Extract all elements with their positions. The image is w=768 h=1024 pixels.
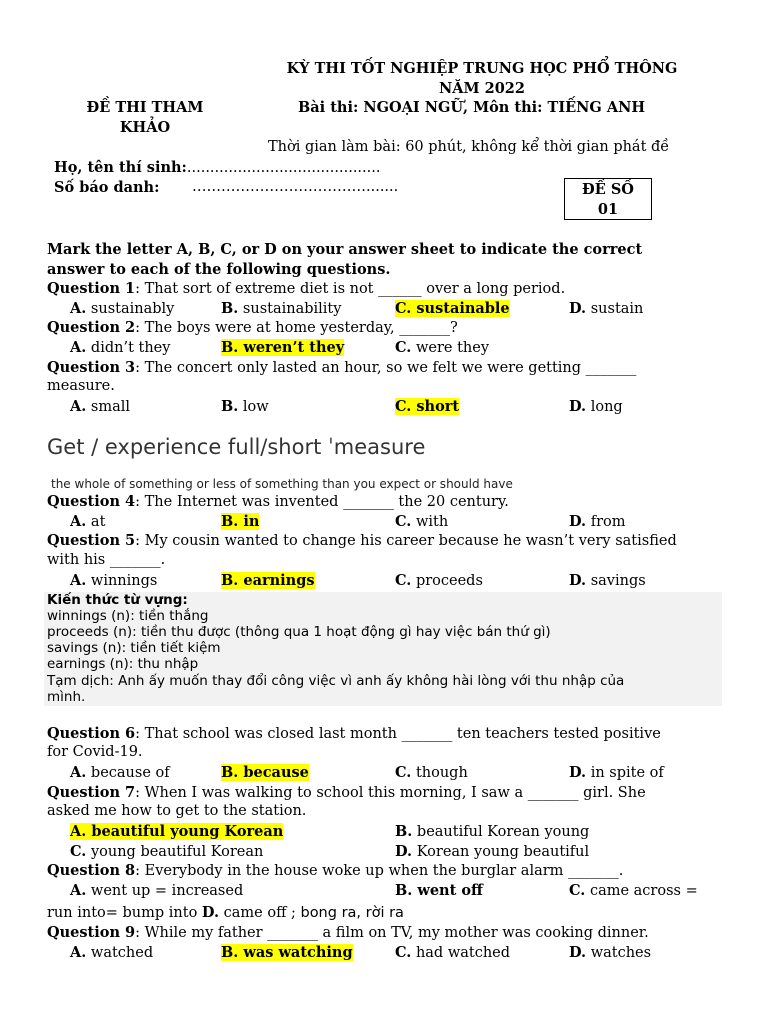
q9-option-d <box>569 944 651 961</box>
q3-option-b <box>221 398 269 415</box>
subject-line: Bài thi: NGOẠI NGỮ, Môn thi: TIẾNG ANH <box>298 99 646 116</box>
idiom-definition: the whole of something or less of something than you expect or should have <box>51 477 513 491</box>
question-4-text: : The Internet was invented _______ the 20 century. <box>135 494 509 510</box>
question-6-text-cont: for Covid-19. <box>47 744 143 760</box>
question-5-text: : My cousin wanted to change his career because he wasn’t very satisfied <box>135 533 677 549</box>
vocab-line: proceeds (n): tiền thu được (thông qua 1 hoạt động gì hay việc bán thứ gì) <box>47 624 551 640</box>
candidate-id-label: Số báo danh: <box>54 179 160 196</box>
candidate-name-label: Họ, tên thí sinh: <box>54 159 187 176</box>
q4-option-c <box>395 513 448 530</box>
time-line: Thời gian làm bài: 60 phút, không kể thời gian phát đề <box>268 139 670 155</box>
question-9-label: Question 9 <box>47 924 136 941</box>
option-key: A. <box>70 882 87 899</box>
option-key: A. <box>70 300 87 317</box>
vocab-translation: Tạm dịch: Anh ấy muốn thay đổi công việc vì anh ấy không hài lòng với thu nhập của <box>47 673 625 689</box>
option-text: sustainably <box>86 301 175 317</box>
q5-option-c <box>395 572 483 589</box>
option-key: A. <box>70 944 87 961</box>
question-5-text-cont: with his _______. <box>47 552 166 568</box>
option-key: D. <box>569 398 587 415</box>
q7-option-c <box>70 843 263 860</box>
q3-option-a <box>70 398 130 415</box>
option-text: beautiful Korean young <box>412 824 590 840</box>
q6-option-c <box>395 764 468 781</box>
vocab-line: savings (n): tiền tiết kiệm <box>47 640 221 656</box>
q7-option-a-answer: A. beautiful young Korean <box>70 823 284 840</box>
question-7-text-cont: asked me how to get to the station. <box>47 803 307 819</box>
q7-option-b <box>395 823 589 840</box>
option-key: D. <box>395 843 413 860</box>
q9-option-c <box>395 944 510 961</box>
option-text: watched <box>86 945 154 961</box>
reference-label-line2: KHẢO <box>119 119 171 136</box>
option-key: C. <box>395 513 412 530</box>
q6-option-a <box>70 764 170 781</box>
option-key: D. <box>569 300 587 317</box>
q2-option-c <box>395 339 489 356</box>
option-key: D. <box>569 513 587 530</box>
option-text: young beautiful Korean <box>86 844 264 860</box>
option-key: C. <box>395 764 412 781</box>
option-key: C. <box>395 339 412 356</box>
q3-option-d <box>569 398 623 415</box>
q2-option-a <box>70 339 170 356</box>
question-2 <box>47 319 458 336</box>
question-1-label: Question 1 <box>47 280 136 297</box>
option-text: in spite of <box>586 765 664 781</box>
option-text: small <box>86 399 131 415</box>
question-7 <box>47 784 646 801</box>
option-key: B. <box>221 398 239 415</box>
option-key: C. <box>569 882 586 899</box>
vocab-line: winnings (n): tiền thắng <box>47 608 209 624</box>
option-text: winnings <box>86 573 158 589</box>
q9-option-a <box>70 944 153 961</box>
exam-code-number: 01 <box>597 201 619 218</box>
option-key: D. <box>569 944 587 961</box>
question-9-text: : While my father _______ a film on TV, my mother was cooking dinner. <box>135 925 649 941</box>
question-3-text: : The concert only lasted an hour, so we felt we were getting _______ <box>135 360 637 376</box>
candidate-id-dots: ………………………………....... <box>192 179 399 195</box>
q4-option-d <box>569 513 626 530</box>
q8-option-b-answer: B. went off <box>395 882 483 899</box>
question-7-text: : When I was walking to school this morning, I saw a _______ girl. She <box>135 785 646 801</box>
option-text: because of <box>86 765 170 781</box>
option-key: A. <box>70 398 87 415</box>
q2-option-b-answer: B. weren’t they <box>221 339 345 356</box>
exam-year: NĂM 2022 <box>439 80 525 97</box>
question-3 <box>47 359 636 376</box>
option-text: long <box>586 399 623 415</box>
question-5 <box>47 532 677 549</box>
option-key: D. <box>569 764 587 781</box>
option-key: C. <box>395 944 412 961</box>
q6-option-d <box>569 764 664 781</box>
option-key: B. <box>395 823 413 840</box>
option-text: sustainability <box>238 301 342 317</box>
candidate-name-row <box>54 159 380 176</box>
question-2-label: Question 2 <box>47 319 136 336</box>
option-text: went up = increased <box>86 883 244 899</box>
question-1-text: : That sort of extreme diet is not ______ over a long period. <box>135 281 566 297</box>
option-text: savings <box>586 573 646 589</box>
instruction-line2: answer to each of the following questions. <box>47 261 391 278</box>
q3-option-c-answer: C. short <box>395 398 460 415</box>
vocab-line: earnings (n): thu nhập <box>47 656 199 672</box>
question-9 <box>47 924 649 941</box>
q1-option-d <box>569 300 643 317</box>
question-6-label: Question 6 <box>47 725 136 742</box>
instruction-line1: Mark the letter A, B, C, or D on your answer sheet to indicate the correct <box>47 241 643 258</box>
option-text: sustain <box>586 301 644 317</box>
q1-option-c-answer: C. sustainable <box>395 300 510 317</box>
q8-d-note: bong ra, rời ra <box>295 905 404 921</box>
option-text: from <box>586 514 626 530</box>
q5-option-a <box>70 572 157 589</box>
question-8 <box>47 862 623 879</box>
option-key: C. <box>395 572 412 589</box>
option-text: low <box>238 399 269 415</box>
option-key: A. <box>70 572 87 589</box>
exam-title: KỲ THI TỐT NGHIỆP TRUNG HỌC PHỔ THÔNG <box>286 60 678 77</box>
option-key: D. <box>201 904 220 921</box>
question-6 <box>47 725 661 742</box>
option-text: had watched <box>411 945 511 961</box>
vocab-translation-cont: mình. <box>47 689 86 705</box>
question-1 <box>47 280 565 297</box>
option-key: D. <box>569 572 587 589</box>
q9-option-b-answer: B. was watching <box>221 944 353 961</box>
q6-option-b-answer: B. because <box>221 764 309 781</box>
question-4 <box>47 493 509 510</box>
option-text: came off ; <box>219 905 296 921</box>
question-3-text-cont: measure. <box>47 378 115 394</box>
option-text: with <box>411 514 449 530</box>
q5-option-d <box>569 572 646 589</box>
option-text: were they <box>411 340 490 356</box>
option-key: A. <box>70 339 87 356</box>
option-text: watches <box>586 945 652 961</box>
question-8-label: Question 8 <box>47 862 136 879</box>
question-6-text: : That school was closed last month _______ ten teachers tested positive <box>135 726 661 742</box>
q5-option-b-answer: B. earnings <box>221 572 315 589</box>
question-3-label: Question 3 <box>47 359 136 376</box>
vocabulary-title: Kiến thức từ vựng: <box>47 592 188 608</box>
option-text: Korean young beautiful <box>412 844 590 860</box>
q4-option-a <box>70 513 105 530</box>
option-text: at <box>86 514 106 530</box>
idiom-heading: Get / experience full/short ˈmeasure <box>47 435 426 459</box>
reference-label-line1: ĐỀ THI THAM <box>86 99 204 116</box>
option-text: came across = <box>585 883 698 899</box>
option-key: A. <box>70 764 87 781</box>
exam-code-box <box>564 178 652 220</box>
q4-option-b-answer: B. in <box>221 513 260 530</box>
option-key: B. <box>221 300 239 317</box>
candidate-name-dots: .......................................... <box>186 160 381 176</box>
q8-option-c <box>569 882 698 899</box>
q8-option-c-continued <box>47 904 404 921</box>
q8-option-a <box>70 882 243 899</box>
question-7-label: Question 7 <box>47 784 136 801</box>
exam-code-label: ĐỀ SỐ <box>582 181 634 198</box>
option-key: A. <box>70 513 87 530</box>
q1-option-b <box>221 300 341 317</box>
q1-option-a <box>70 300 174 317</box>
option-text: though <box>411 765 468 781</box>
question-8-text: : Everybody in the house woke up when the burglar alarm _______. <box>135 863 624 879</box>
option-text: proceeds <box>411 573 483 589</box>
q7-option-d <box>395 843 589 860</box>
question-5-label: Question 5 <box>47 532 136 549</box>
option-text: didn’t they <box>86 340 171 356</box>
question-2-text: : The boys were at home yesterday, _______? <box>135 320 458 336</box>
q8-c-note: run into= bump into <box>47 905 198 921</box>
question-4-label: Question 4 <box>47 493 136 510</box>
option-key: C. <box>70 843 87 860</box>
